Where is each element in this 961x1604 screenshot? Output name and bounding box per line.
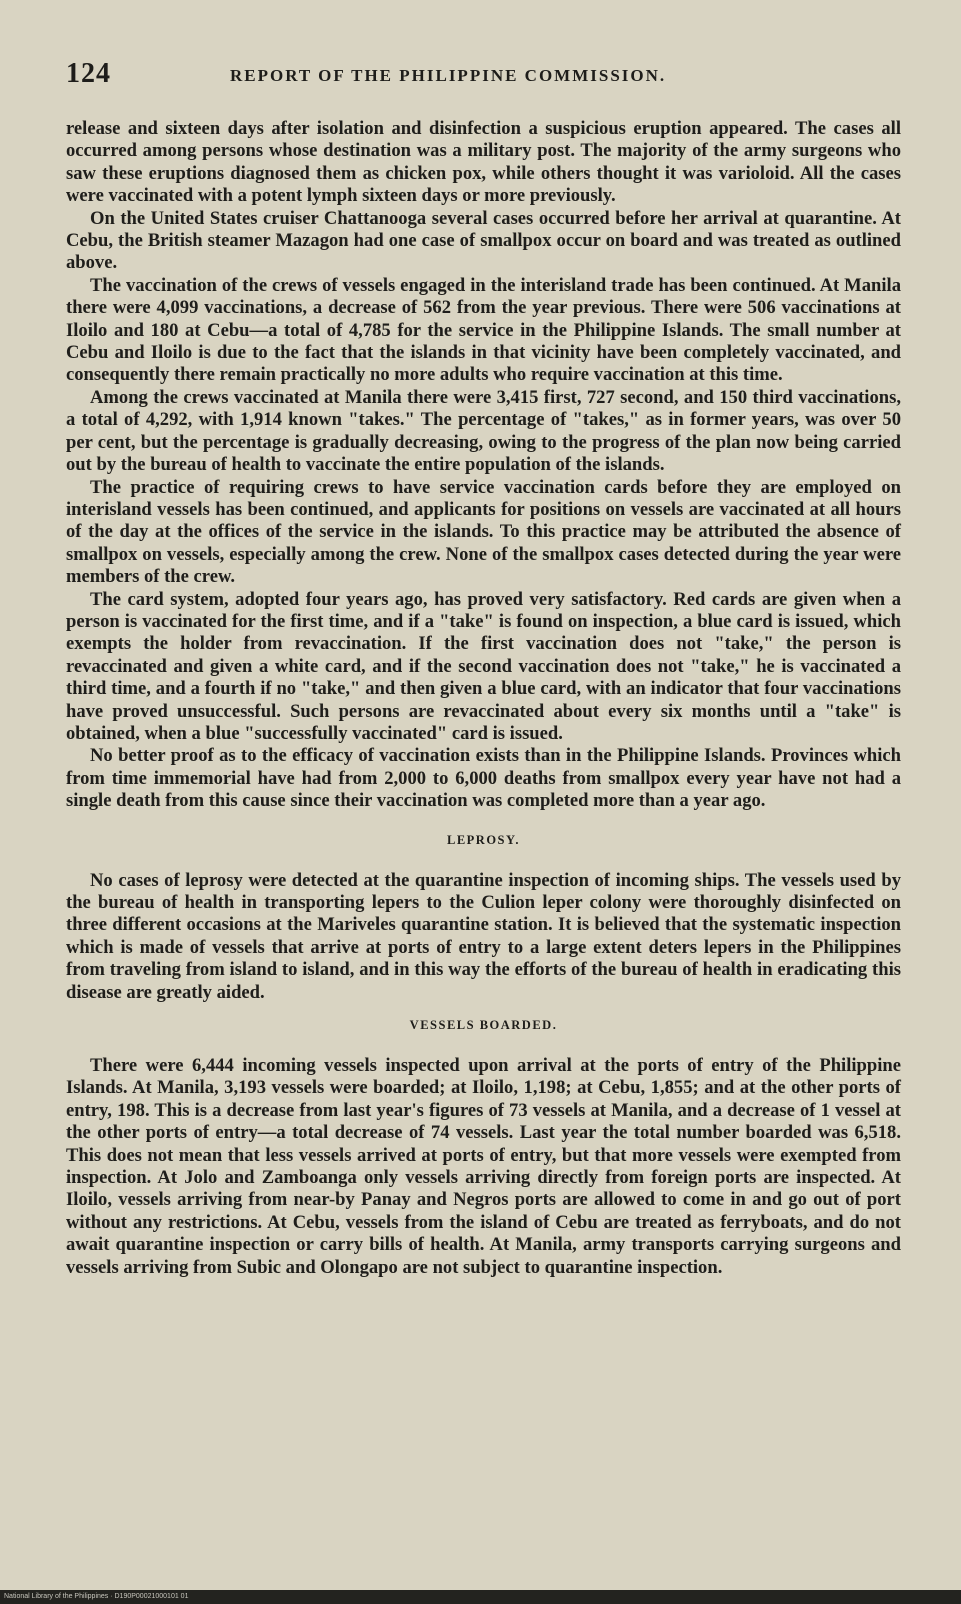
running-title: REPORT OF THE PHILIPPINE COMMISSION.	[230, 66, 667, 85]
paragraph: No better proof as to the efficacy of vaccination exists than in the Philippine Islands. Provinces which from time immemorial have had from 2,000 to 6,000 deaths from smallpox every year have not had a single death from this cause since their vaccination was completed more than a year ago.	[66, 745, 901, 812]
paragraph: There were 6,444 incoming vessels inspected upon arrival at the ports of entry of the Philippine Islands. At Manila, 3,193 vessels were boarded; at Iloilo, 1,198; at Cebu, 1,855; and at the other ports of entry, 198. This is a decrease from last year's figures of 73 vessels at Manila, and a decrease of 1 vessel at the other ports of entry—a total decrease of 74 vessels. Last year the total number boarded was 6,518. This does not mean that less vessels arrived at ports of entry, but that more vessels were exempted from inspection. At Jolo and Zamboanga only vessels arriving directly from foreign ports are inspected. At Iloilo, vessels arriving from near-by Panay and Negros ports are allowed to come in and go out of port without any restrictions. At Cebu, vessels from the island of Cebu are treated as ferryboats, and do not await quarantine inspection or carry bills of health. At Manila, army transports carrying surgeons and vessels arriving from Subic and Olongapo are not subject to quarantine inspection.	[66, 1055, 901, 1278]
paragraph: The practice of requiring crews to have service vaccination cards before they are employed on interisland vessels has been continued, and applicants for positions on vessels are vaccinated at all hours of the day at the offices of the service in the islands. To this practice may be attributed the absence of smallpox on vessels, especially among the crew. None of the smallpox cases detected during the year were members of the crew.	[66, 476, 901, 588]
paragraph: On the United States cruiser Chattanooga several cases occurred before her arrival at quarantine. At Cebu, the British steamer Mazagon had one case of smallpox occur on board and was treated as outlined above.	[66, 207, 901, 274]
scan-footer: National Library of the Philippines · D190P00021000101 01	[0, 1590, 961, 1604]
section-heading-leprosy: LEPROSY.	[446, 832, 521, 847]
section-heading-vessels-boarded: VESSELS BOARDED.	[409, 1018, 558, 1033]
page-number: 124	[66, 58, 111, 89]
paragraph: release and sixteen days after isolation and disinfection a suspicious eruption appeared. The cases all occurred among persons whose destination was a military post. The majority of the army surgeons who saw these eruptions diagnosed them as chicken pox, while others thought it was varioloid. All the cases were vaccinated with a potent lymph sixteen days or more previously.	[66, 118, 901, 207]
paragraph: Among the crews vaccinated at Manila there were 3,415 first, 727 second, and 150 third vaccinations, a total of 4,292, with 1,914 known "takes." The percentage of "takes," as in former years, was over 50 per cent, but the percentage is gradually decreasing, owing to the progress of the plan now being carried out by the bureau of health to vaccinate the entire population of the islands.	[66, 386, 901, 476]
running-head	[66, 56, 901, 100]
paragraph: No cases of leprosy were detected at the quarantine inspection of incoming ships. The vessels used by the bureau of health in transporting lepers to the Culion leper colony were thoroughly disinfected on three different occasions at the Mariveles quarantine station. It is believed that the systematic inspection which is made of vessels that arrive at ports of entry to a large extent deters lepers in the Philippines from traveling from island to island, and in this way the efforts of the bureau of health in eradicating this disease are greatly aided.	[66, 869, 901, 1003]
paragraph: The card system, adopted four years ago, has proved very satisfactory. Red cards are given when a person is vaccinated for the first time, and if a "take" is found on inspection, a blue card is issued, which exempts the holder from revaccination. If the first vaccination does not "take," the person is revaccinated and given a white card, and if the second vaccination does not "take," he is vaccinated a third time, and a fourth if no "take," and then given a blue card, with an indicator that four vaccinations have proved unsuccessful. Such persons are revaccinated about every six months until a "take" is obtained, when a blue "successfully vaccinated" card is issued.	[66, 588, 901, 744]
paragraph: The vaccination of the crews of vessels engaged in the interisland trade has been continued. At Manila there were 4,099 vaccinations, a decrease of 562 from the year previous. There were 506 vaccinations at Iloilo and 180 at Cebu—a total of 4,785 for the service in the Philippine Islands. The small number at Cebu and Iloilo is due to the fact that the islands in that vicinity have been completely vaccinated, and consequently there remain practically no more adults who require vaccination at this time.	[66, 274, 901, 386]
